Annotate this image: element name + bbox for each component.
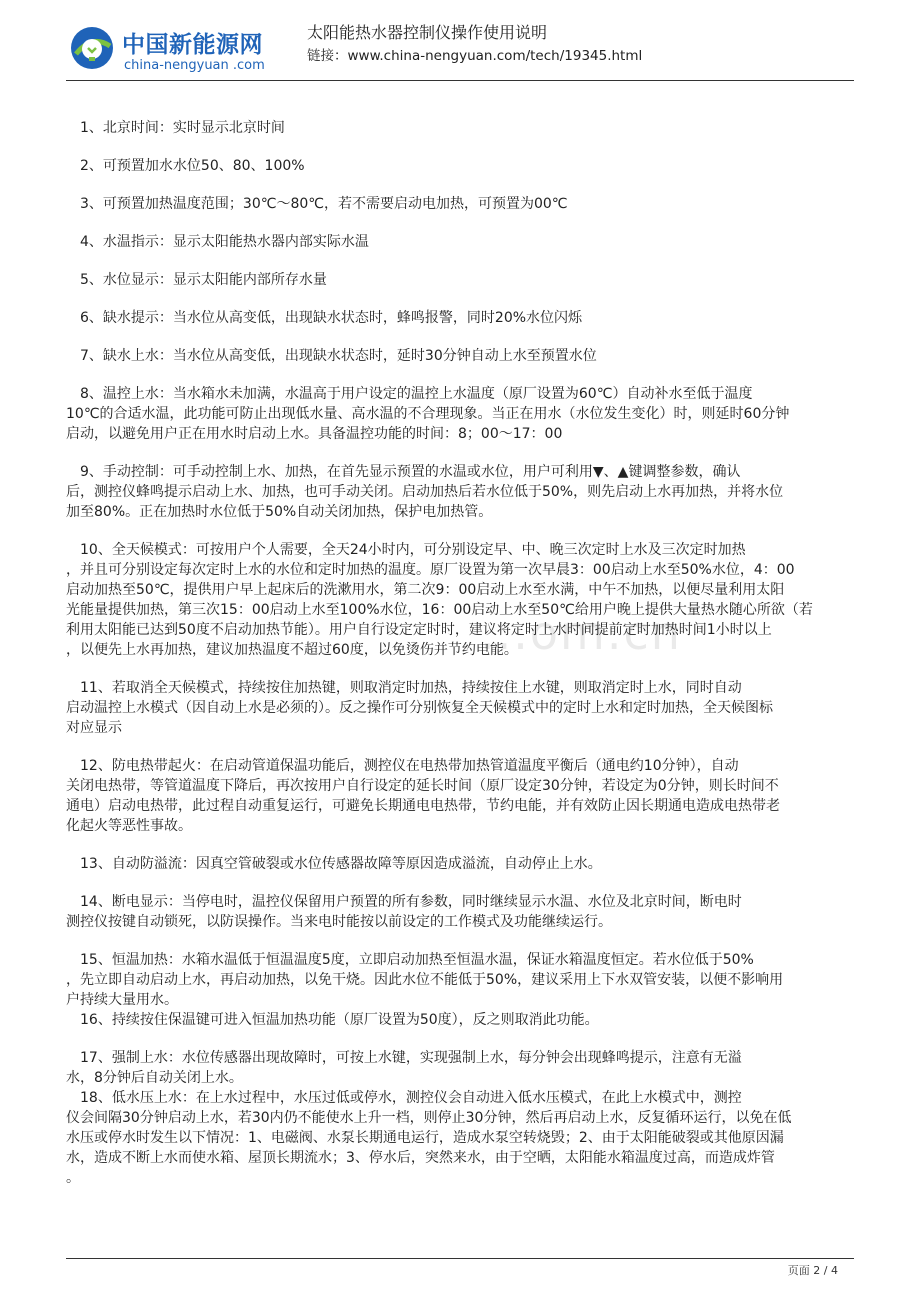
document-link[interactable]: 链接：www.china-nengyuan.com/tech/19345.html <box>307 48 643 64</box>
list-item: 1、北京时间：实时显示北京时间 <box>80 120 285 136</box>
list-item: 16、持续按住保温键可进入恒温加热功能（原厂设置为50度），反之则取消此功能。 <box>80 1012 599 1028</box>
list-item: 17、强制上水：水位传感器出现故障时，可按上水键，实现强制上水，每分钟会出现蜂鸣提示，注意有无溢 水，8分钟后自动关闭上水。 <box>66 1050 742 1086</box>
list-item: 15、恒温加热：水箱水温低于恒温温度5度，立即启动加热至恒温水温，保证水箱温度恒定。若水位低于50% ，先立即自动启动上水，再启动加热，以免干烧。因此水位不能低于50%，建议采用上下水双管安装，以便不影响用 户持续大量用水。 <box>66 952 784 1008</box>
list-item: 8、温控上水：当水箱水未加满，水温高于用户设定的温控上水温度（原厂设置为60℃）自动补水至低于温度 10℃的合适水温，此功能可防止出现低水量、高水温的不合理现象。当正在用水（水位发生变化）时，则延时60分钟 启动，以避免用户正在用水时启动上水。具备温控功能的时间：8；00～17：00 <box>66 386 790 442</box>
globe-bulb-logo-icon <box>68 24 116 72</box>
page-number: 页面 2 / 4 <box>787 1264 838 1277</box>
watermark: ...om.cn <box>480 606 682 660</box>
list-item: 18、低水压上水：在上水过程中，水压过低或停水，测控仪会自动进入低水压模式，在此上水模式中，测控 仪会间隔30分钟启动上水，若30内仍不能使水上升一档，则停止30分钟，然后再启动上水，反复循环运行，以免在低 水压或停水时发生以下情况：1、电磁阀、水泵长期通电运行，造成水泵空转烧毁；2、由于太阳能破裂或其他原因漏 水，造成不断上水而使水箱、屋顶长期流水；3、停水后，突然来水，由于空晒，太阳能水箱温度过高，而造成炸管 。 <box>66 1090 792 1186</box>
logo-domain: china-nengyuan .com <box>124 58 265 73</box>
header-divider <box>66 80 854 81</box>
footer-divider <box>66 1258 854 1259</box>
list-item: 2、可预置加水水位50、80、100% <box>80 158 305 174</box>
list-item: 4、水温指示：显示太阳能热水器内部实际水温 <box>80 234 369 250</box>
list-item: 11、若取消全天候模式，持续按住加热键，则取消定时加热，持续按住上水键，则取消定时上水，同时自动 启动温控上水模式（因自动上水是必须的）。反之操作可分别恢复全天候模式中的定时上水和定时加热，全天候图标 对应显示 <box>66 680 773 736</box>
list-item: 14、断电显示：当停电时，温控仪保留用户预置的所有参数，同时继续显示水温、水位及北京时间，断电时 测控仪按键自动锁死，以防误操作。当来电时能按以前设定的工作模式及功能继续运行。 <box>66 894 742 930</box>
list-item: 13、自动防溢流：因真空管破裂或水位传感器故障等原因造成溢流，自动停止上水。 <box>80 856 602 872</box>
list-item: 7、缺水上水：当水位从高变低，出现缺水状态时，延时30分钟自动上水至预置水位 <box>80 348 597 364</box>
list-item: 10、全天候模式：可按用户个人需要，全天24小时内，可分别设定早、中、晚三次定时上水及三次定时加热 ，并且可分别设定每次定时上水的水位和定时加热的温度。原厂设置为第一次早晨3：00启动上水至50%水位，4：00 启动加热至50℃，提供用户早上起床后的洗漱用水，第二次9：00启动上水至水满，中午不加热，以便尽量利用太阳 光能量提供加热，第三次15：00启动上水至100%水位，16：00启动上水至50℃给用户晚上提供大量热水随心所欲（若 利用太阳能已达到50度不启动加热节能）。用户自行设定定时时，建议将定时上水时间提前定时加热时间1小时以上 ，以便先上水再加热，建议加热温度不超过60度，以免烫伤并节约电能。 <box>66 542 813 658</box>
list-item: 12、防电热带起火：在启动管道保温功能后，测控仪在电热带加热管道温度平衡后（通电约10分钟），自动 关闭电热带，等管道温度下降后，再次按用户自行设定的延长时间（原厂设定30分钟，若设定为0分钟，则长时间不 通电）启动电热带，此过程自动重复运行，可避免长期通电电热带，节约电能，并有效防止因长期通电造成电热带老 化起火等恶性事故。 <box>66 758 780 834</box>
document-title: 太阳能热水器控制仪操作使用说明 <box>307 23 548 42</box>
list-item: 5、水位显示：显示太阳能内部所存水量 <box>80 272 327 288</box>
list-item: 6、缺水提示：当水位从高变低，出现缺水状态时，蜂鸣报警，同时20%水位闪烁 <box>80 310 583 326</box>
document-body <box>66 118 856 1188</box>
list-item: 9、手动控制：可手动控制上水、加热，在首先显示预置的水温或水位，用户可利用▼、▲键调整参数，确认 后，测控仪蜂鸣提示启动上水、加热，也可手动关闭。启动加热后若水位低于50%，则先启动上水再加热，并将水位 加至80%。正在加热时水位低于50%自动关闭加热，保护电加热管。 <box>66 464 784 520</box>
page-header <box>66 14 854 80</box>
logo-chinese-name: 中国新能源网 <box>122 32 263 58</box>
site-logo[interactable] <box>68 22 298 78</box>
list-item: 3、可预置加热温度范围；30℃～80℃，若不需要启动电加热，可预置为00℃ <box>80 196 568 212</box>
